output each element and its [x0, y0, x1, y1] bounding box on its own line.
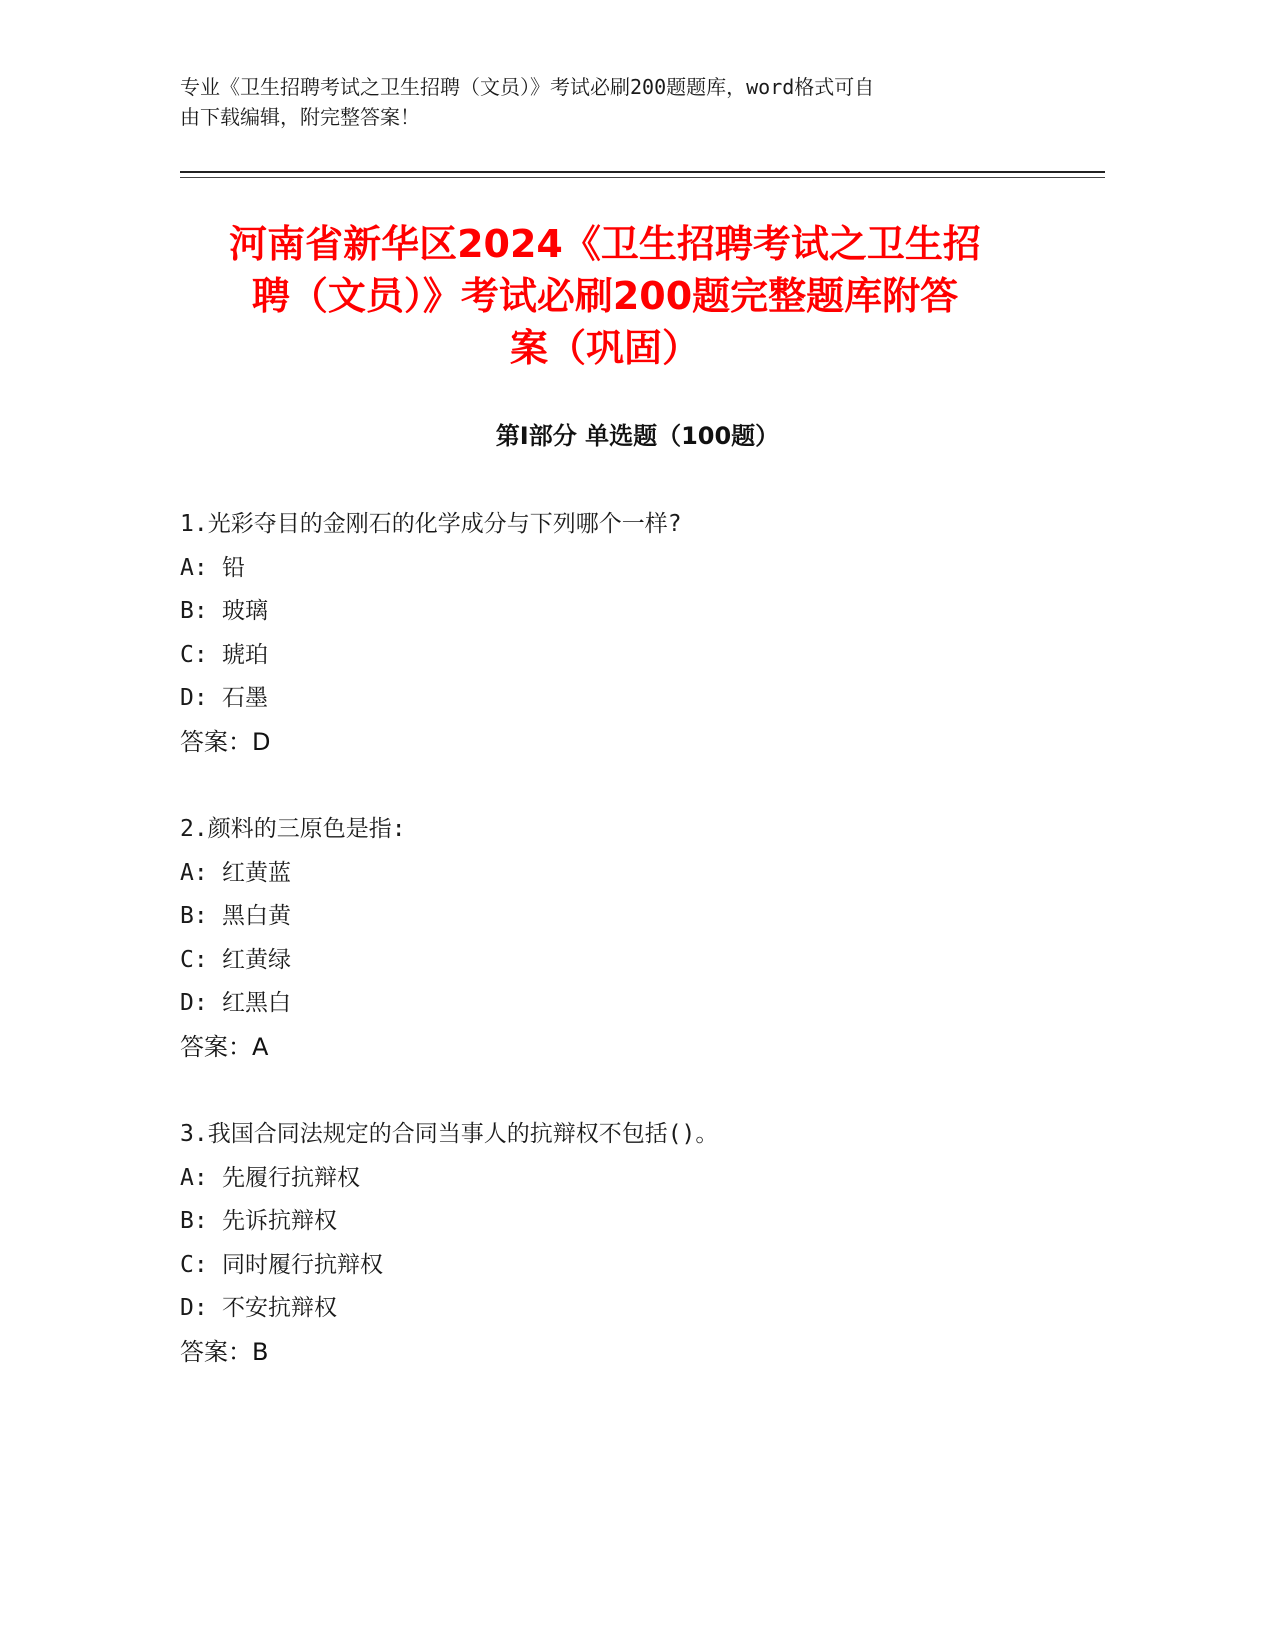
- document-title: [170, 218, 1040, 374]
- option-d: [180, 682, 1080, 726]
- option-text: 黑白黄: [222, 903, 291, 929]
- option-letter: D:: [180, 1295, 208, 1321]
- option-text: 铅: [222, 554, 245, 581]
- option-letter: D:: [180, 990, 208, 1016]
- option-d: [180, 1292, 1080, 1336]
- answer-line: 答案：B: [180, 1337, 269, 1366]
- option-c: [180, 1249, 1080, 1293]
- document-title-line-1: 河南省新华区2024《卫生招聘考试之卫生招: [229, 222, 981, 266]
- option-a: [180, 857, 1080, 901]
- header-divider-thin: [180, 177, 1105, 178]
- header-note-line-2: 由下载编辑，附完整答案！: [180, 105, 420, 129]
- option-letter: C:: [180, 1251, 208, 1278]
- option-text: 红黄蓝: [222, 859, 291, 886]
- option-letter: B:: [180, 598, 208, 624]
- document-title-line-2: 聘（文员）》考试必刷200题完整题库附答: [251, 274, 959, 318]
- option-c: [180, 639, 1080, 683]
- option-text: 红黑白: [222, 990, 291, 1016]
- question-stem: 2.颜料的三原色是指:: [180, 816, 406, 842]
- question-stem: 3.我国合同法规定的合同当事人的抗辩权不包括()。: [180, 1121, 719, 1147]
- section-heading: 第I部分 单选题（100题）: [495, 422, 780, 450]
- option-c: [180, 944, 1080, 988]
- option-b: [180, 595, 1080, 639]
- option-letter: C:: [180, 946, 208, 973]
- option-a: [180, 1162, 1080, 1206]
- option-text: 同时履行抗辩权: [222, 1251, 383, 1278]
- option-b: [180, 900, 1080, 944]
- question-stem: 1.光彩夺目的金刚石的化学成分与下列哪个一样?: [180, 511, 682, 537]
- document-title-line-3: 案（巩固）: [509, 326, 700, 370]
- question-1: [180, 508, 1080, 769]
- answer-line: 答案：D: [180, 727, 271, 756]
- option-text: 先诉抗辩权: [222, 1208, 337, 1234]
- option-letter: D:: [180, 685, 208, 711]
- option-text: 玻璃: [222, 598, 268, 624]
- option-letter: A:: [180, 1164, 208, 1191]
- option-b: [180, 1205, 1080, 1249]
- option-text: 红黄绿: [222, 946, 291, 973]
- header-note: [180, 72, 1040, 132]
- header-divider-thick: [180, 171, 1105, 173]
- option-text: 先履行抗辩权: [222, 1164, 360, 1191]
- option-d: [180, 987, 1080, 1031]
- question-2: [180, 813, 1080, 1074]
- option-letter: A:: [180, 859, 208, 886]
- option-letter: B:: [180, 1208, 208, 1234]
- option-letter: C:: [180, 641, 208, 668]
- question-3: [180, 1118, 1080, 1379]
- option-letter: B:: [180, 903, 208, 929]
- answer-line: 答案：A: [180, 1032, 269, 1061]
- option-text: 不安抗辩权: [222, 1295, 337, 1321]
- option-letter: A:: [180, 554, 208, 581]
- option-text: 石墨: [222, 685, 268, 711]
- option-a: [180, 552, 1080, 596]
- option-text: 琥珀: [222, 641, 268, 668]
- header-note-line-1: 专业《卫生招聘考试之卫生招聘（文员）》考试必刷200题题库，word格式可自: [180, 75, 875, 99]
